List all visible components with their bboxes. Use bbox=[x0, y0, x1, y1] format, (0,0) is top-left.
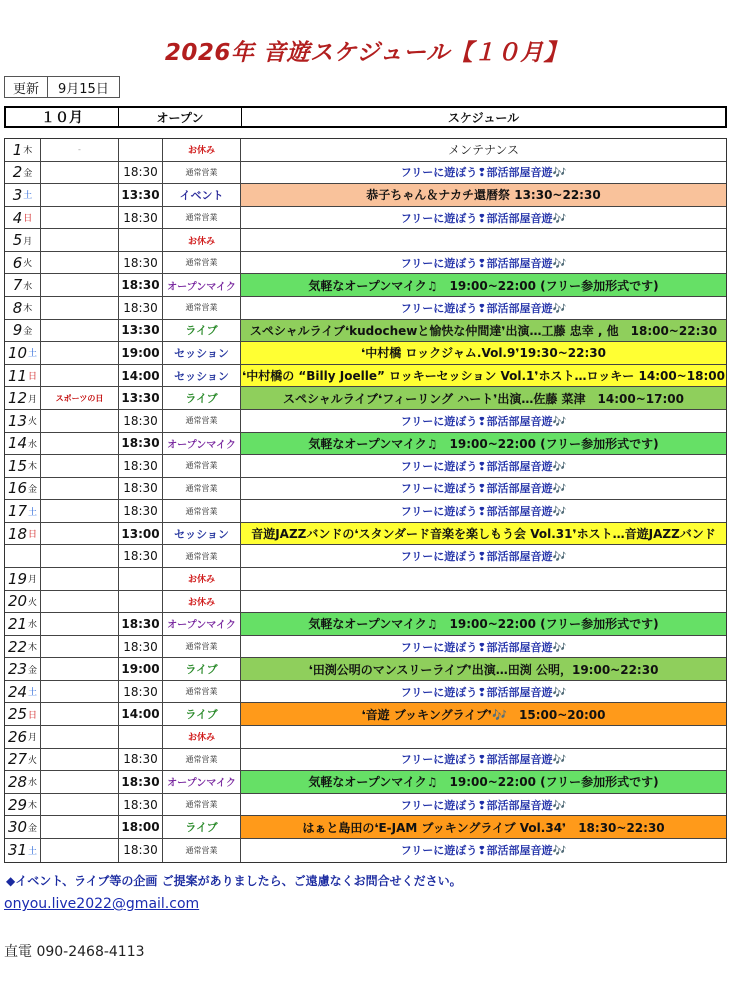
date-cell bbox=[5, 613, 41, 635]
holiday-cell bbox=[41, 591, 119, 613]
schedule-cell: フリーに遊ぼう❢部活部屋音遊🎶 bbox=[400, 301, 567, 315]
table-row bbox=[5, 297, 726, 320]
holiday-cell bbox=[41, 274, 119, 296]
day-number: 30 bbox=[7, 818, 28, 837]
schedule-cell: 気軽なオープンマイク♫ 19:00~22:00 (フリー参加形式です) bbox=[241, 613, 726, 635]
table-row bbox=[5, 365, 726, 388]
day-number: 9 bbox=[12, 321, 23, 340]
day-number: 17 bbox=[7, 502, 28, 521]
holiday-cell bbox=[41, 455, 119, 477]
day-number: 11 bbox=[7, 366, 28, 385]
weekday: 水 bbox=[28, 778, 38, 789]
open-time-cell: 18:30 bbox=[119, 478, 163, 500]
open-type-cell: 通常営業 bbox=[163, 162, 241, 184]
open-type-cell: ライブ bbox=[163, 816, 241, 838]
day-number: 13 bbox=[7, 411, 28, 430]
schedule-cell bbox=[241, 568, 726, 590]
weekday: 日 bbox=[28, 372, 38, 383]
open-time-cell: 18:30 bbox=[119, 252, 163, 274]
date-cell bbox=[5, 365, 41, 387]
holiday-cell bbox=[41, 816, 119, 838]
open-type-cell: ライブ bbox=[163, 320, 241, 342]
weekday: 金 bbox=[28, 823, 38, 834]
table-row bbox=[5, 726, 726, 749]
date-cell bbox=[5, 658, 41, 680]
schedule-cell: フリーに遊ぼう❢部活部屋音遊🎶 bbox=[400, 844, 567, 858]
table-row bbox=[5, 658, 726, 681]
holiday-cell bbox=[41, 433, 119, 455]
open-type-cell: オープンマイク bbox=[163, 433, 241, 455]
date-cell bbox=[5, 342, 41, 364]
weekday: 月 bbox=[28, 394, 38, 405]
open-type-cell: セッション bbox=[163, 365, 241, 387]
table-row bbox=[5, 478, 726, 501]
date-cell bbox=[5, 410, 41, 432]
open-type-cell: セッション bbox=[163, 523, 241, 545]
schedule-cell: フリーに遊ぼう❢部活部屋音遊🎶 bbox=[400, 482, 567, 496]
weekday: 木 bbox=[23, 146, 33, 157]
weekday: 木 bbox=[28, 643, 38, 653]
holiday-cell bbox=[41, 545, 119, 567]
schedule-cell: 気軽なオープンマイク♫ 19:00~22:00 (フリー参加形式です) bbox=[241, 274, 726, 296]
weekday: 日 bbox=[28, 710, 38, 721]
date-cell bbox=[5, 274, 41, 296]
open-type-cell: 通常営業 bbox=[163, 500, 241, 522]
date-cell bbox=[5, 636, 41, 658]
holiday-cell bbox=[41, 703, 119, 725]
weekday: 土 bbox=[28, 688, 38, 699]
day-number: 28 bbox=[7, 772, 28, 791]
open-type-cell: お休み bbox=[163, 568, 241, 590]
schedule-cell: フリーに遊ぼう❢部活部屋音遊🎶 bbox=[400, 640, 567, 654]
open-type-cell: 通常営業 bbox=[163, 749, 241, 771]
phone-number: 直電 090-2468-4113 bbox=[4, 944, 145, 960]
holiday-cell bbox=[41, 500, 119, 522]
weekday: 水 bbox=[23, 281, 33, 292]
weekday: 水 bbox=[28, 620, 38, 631]
table-row bbox=[5, 162, 726, 185]
weekday: 土 bbox=[23, 191, 33, 202]
weekday: 木 bbox=[23, 304, 33, 315]
schedule-cell: フリーに遊ぼう❢部活部屋音遊🎶 bbox=[400, 414, 567, 428]
open-type-cell: お休み bbox=[163, 139, 241, 161]
holiday-cell bbox=[41, 478, 119, 500]
table-row bbox=[5, 681, 726, 704]
schedule-cell: フリーに遊ぼう❢部活部屋音遊🎶 bbox=[400, 211, 567, 225]
holiday-cell bbox=[41, 613, 119, 635]
open-type-cell: 通常営業 bbox=[163, 207, 241, 229]
weekday: 金 bbox=[23, 326, 33, 337]
open-type-cell: ライブ bbox=[163, 703, 241, 725]
day-number: 5 bbox=[12, 231, 23, 250]
table-row bbox=[5, 207, 726, 230]
open-time-cell: 13:30 bbox=[119, 387, 163, 409]
schedule-cell: メンテナンス bbox=[447, 143, 520, 158]
date-cell bbox=[5, 523, 41, 545]
date-cell bbox=[5, 139, 41, 161]
open-time-cell: 18:30 bbox=[119, 274, 163, 296]
day-number: 16 bbox=[7, 479, 28, 498]
email-link[interactable]: onyou.live2022@gmail.com bbox=[4, 896, 200, 912]
table-row bbox=[5, 545, 726, 568]
date-cell bbox=[5, 207, 41, 229]
holiday-cell bbox=[41, 410, 119, 432]
table-row bbox=[5, 816, 726, 839]
open-time-cell: 18:30 bbox=[119, 162, 163, 184]
schedule-cell: ❛中村橋 ロックジャム.Vol.9❜19:30~22:30 bbox=[241, 342, 726, 364]
schedule-cell: フリーに遊ぼう❢部活部屋音遊🎶 bbox=[400, 256, 567, 270]
weekday: 水 bbox=[28, 439, 38, 450]
open-time-cell: 18:30 bbox=[119, 410, 163, 432]
weekday: 火 bbox=[28, 417, 38, 428]
open-type-cell: お休み bbox=[163, 591, 241, 613]
table-row bbox=[5, 839, 726, 862]
schedule-cell: 気軽なオープンマイク♫ 19:00~22:00 (フリー参加形式です) bbox=[241, 433, 726, 455]
open-time-cell: 13:00 bbox=[119, 523, 163, 545]
schedule-cell: 気軽なオープンマイク♫ 19:00~22:00 (フリー参加形式です) bbox=[241, 771, 726, 793]
table-row bbox=[5, 771, 726, 794]
day-number: 2 bbox=[12, 163, 23, 182]
date-cell bbox=[5, 749, 41, 771]
table-row bbox=[5, 342, 726, 365]
weekday: 月 bbox=[28, 575, 38, 586]
header-schedule: スケジュール bbox=[447, 110, 520, 125]
schedule-cell: フリーに遊ぼう❢部活部屋音遊🎶 bbox=[400, 505, 567, 519]
day-number: 25 bbox=[7, 705, 28, 724]
holiday-cell bbox=[41, 658, 119, 680]
weekday: 土 bbox=[28, 507, 38, 518]
table-row bbox=[5, 613, 726, 636]
schedule-cell: 恭子ちゃん＆ナカチ還暦祭 13:30~22:30 bbox=[241, 184, 726, 206]
date-cell bbox=[5, 500, 41, 522]
date-cell bbox=[5, 771, 41, 793]
table-row bbox=[5, 320, 726, 343]
schedule-cell: フリーに遊ぼう❢部活部屋音遊🎶 bbox=[400, 753, 567, 767]
holiday-cell bbox=[41, 523, 119, 545]
open-time-cell: 18:30 bbox=[119, 749, 163, 771]
table-row bbox=[5, 184, 726, 207]
schedule-cell bbox=[241, 726, 726, 748]
updated-label: 更新 bbox=[13, 81, 40, 97]
open-type-cell: お休み bbox=[163, 229, 241, 251]
day-number: 21 bbox=[7, 614, 28, 633]
open-time-cell: 18:00 bbox=[119, 816, 163, 838]
updated-date: 9月15日 bbox=[47, 77, 119, 97]
weekday: 土 bbox=[28, 349, 38, 360]
date-cell bbox=[5, 297, 41, 319]
day-number: 27 bbox=[7, 750, 28, 769]
date-cell bbox=[5, 387, 41, 409]
date-cell bbox=[5, 816, 41, 838]
weekday: 月 bbox=[28, 733, 38, 744]
open-type-cell: セッション bbox=[163, 342, 241, 364]
open-time-cell: 18:30 bbox=[119, 455, 163, 477]
updated-box bbox=[4, 76, 120, 98]
table-row bbox=[5, 387, 726, 410]
open-type-cell: ライブ bbox=[163, 658, 241, 680]
table-row bbox=[5, 703, 726, 726]
schedule-cell: 音遊JAZZバンドの❛スタンダード音楽を楽しもう会 Vol.31❜ホスト…音遊JAZZバンド bbox=[241, 523, 726, 545]
weekday: 木 bbox=[28, 462, 38, 473]
day-number: 8 bbox=[12, 298, 23, 317]
day-number: 10 bbox=[7, 343, 28, 362]
schedule-cell: フリーに遊ぼう❢部活部屋音遊🎶 bbox=[400, 459, 567, 473]
day-number: 23 bbox=[7, 660, 28, 679]
table-row bbox=[5, 433, 726, 456]
day-number: 12 bbox=[7, 389, 28, 408]
holiday-cell bbox=[41, 365, 119, 387]
weekday: 金 bbox=[28, 665, 38, 676]
weekday: 火 bbox=[28, 755, 38, 766]
open-time-cell: 18:30 bbox=[119, 613, 163, 635]
date-cell bbox=[5, 320, 41, 342]
date-cell bbox=[5, 839, 41, 862]
holiday-cell: スポーツの日 bbox=[41, 387, 119, 409]
date-cell bbox=[5, 184, 41, 206]
open-time-cell: 18:30 bbox=[119, 771, 163, 793]
open-type-cell: イベント bbox=[163, 184, 241, 206]
date-cell bbox=[5, 162, 41, 184]
date-cell bbox=[5, 568, 41, 590]
holiday-cell: - bbox=[41, 139, 119, 161]
date-cell bbox=[5, 794, 41, 816]
open-type-cell: 通常営業 bbox=[163, 545, 241, 567]
holiday-cell bbox=[41, 749, 119, 771]
open-type-cell: お休み bbox=[163, 726, 241, 748]
schedule-cell bbox=[241, 229, 726, 251]
table-row bbox=[5, 139, 726, 162]
date-cell bbox=[5, 726, 41, 748]
holiday-cell bbox=[41, 252, 119, 274]
schedule-cell: フリーに遊ぼう❢部活部屋音遊🎶 bbox=[400, 798, 567, 812]
table-row bbox=[5, 252, 726, 275]
header-open: オープン bbox=[119, 108, 242, 126]
date-cell bbox=[5, 591, 41, 613]
date-cell bbox=[5, 252, 41, 274]
weekday: 木 bbox=[28, 801, 38, 812]
holiday-cell bbox=[41, 771, 119, 793]
open-time-cell bbox=[119, 568, 163, 590]
table-row bbox=[5, 500, 726, 523]
date-cell bbox=[5, 455, 41, 477]
table-row bbox=[5, 749, 726, 772]
open-time-cell bbox=[119, 139, 163, 161]
day-number: 6 bbox=[12, 253, 23, 272]
schedule-cell: ❛中村橋の “Billy Joelle” ロッキーセッション Vol.1❜ホスト…ロッキー 14:00~18:00 bbox=[241, 365, 726, 387]
day-number: 7 bbox=[12, 276, 23, 295]
footer-note: ◆イベント、ライブ等の企画 ご提案がありましたら、ご遠慮なくお問合せください。 bbox=[6, 874, 462, 888]
weekday: 日 bbox=[28, 530, 38, 541]
weekday: 月 bbox=[23, 236, 33, 247]
schedule-cell: ❛田渕公明のマンスリーライブ❜出演…田渕 公明，19:00~22:30 bbox=[241, 658, 726, 680]
open-time-cell: 19:00 bbox=[119, 658, 163, 680]
open-time-cell bbox=[119, 229, 163, 251]
page-title: 2026年 音遊スケジュール【１０月】 bbox=[164, 40, 568, 66]
open-time-cell: 18:30 bbox=[119, 545, 163, 567]
date-cell bbox=[5, 681, 41, 703]
open-type-cell: オープンマイク bbox=[163, 771, 241, 793]
table-row bbox=[5, 568, 726, 591]
open-time-cell: 18:30 bbox=[119, 433, 163, 455]
open-type-cell: オープンマイク bbox=[163, 274, 241, 296]
schedule-cell: フリーに遊ぼう❢部活部屋音遊🎶 bbox=[400, 685, 567, 699]
open-time-cell: 18:30 bbox=[119, 297, 163, 319]
day-number: 19 bbox=[7, 569, 28, 588]
open-type-cell: オープンマイク bbox=[163, 613, 241, 635]
open-type-cell: 通常営業 bbox=[163, 478, 241, 500]
schedule-cell: フリーに遊ぼう❢部活部屋音遊🎶 bbox=[400, 550, 567, 564]
holiday-cell bbox=[41, 207, 119, 229]
table-row bbox=[5, 591, 726, 614]
day-number: 3 bbox=[12, 185, 23, 204]
schedule-table bbox=[4, 138, 727, 863]
open-time-cell: 18:30 bbox=[119, 794, 163, 816]
open-time-cell: 14:00 bbox=[119, 365, 163, 387]
date-cell bbox=[5, 545, 41, 567]
table-row bbox=[5, 636, 726, 659]
day-number: 18 bbox=[7, 524, 28, 543]
open-type-cell: 通常営業 bbox=[163, 455, 241, 477]
open-time-cell: 13:30 bbox=[119, 184, 163, 206]
day-number: 24 bbox=[7, 682, 28, 701]
open-time-cell bbox=[119, 591, 163, 613]
day-number: 22 bbox=[7, 637, 28, 656]
weekday: 金 bbox=[28, 484, 38, 495]
weekday: 火 bbox=[23, 259, 33, 270]
table-row bbox=[5, 229, 726, 252]
holiday-cell bbox=[41, 320, 119, 342]
weekday: 金 bbox=[23, 168, 33, 179]
table-row bbox=[5, 274, 726, 297]
open-type-cell: ライブ bbox=[163, 387, 241, 409]
weekday: 日 bbox=[23, 214, 33, 225]
schedule-cell: ❛音遊 ブッキングライブ❜🎶 15:00~20:00 bbox=[241, 703, 726, 725]
day-number: 4 bbox=[12, 208, 23, 227]
open-time-cell: 18:30 bbox=[119, 681, 163, 703]
day-number: 15 bbox=[7, 456, 28, 475]
holiday-cell bbox=[41, 229, 119, 251]
date-cell bbox=[5, 703, 41, 725]
day-number: 14 bbox=[7, 434, 28, 453]
open-time-cell: 18:30 bbox=[119, 636, 163, 658]
open-type-cell: 通常営業 bbox=[163, 681, 241, 703]
open-time-cell: 14:00 bbox=[119, 703, 163, 725]
open-time-cell: 18:30 bbox=[119, 207, 163, 229]
holiday-cell bbox=[41, 342, 119, 364]
open-type-cell: 通常営業 bbox=[163, 252, 241, 274]
holiday-cell bbox=[41, 681, 119, 703]
schedule-header bbox=[4, 106, 727, 128]
schedule-cell: はぁと島田の❛E-JAM ブッキングライブ Vol.34❜ 18:30~22:30 bbox=[241, 816, 726, 838]
open-type-cell: 通常営業 bbox=[163, 410, 241, 432]
day-number: 20 bbox=[7, 592, 28, 611]
date-cell bbox=[5, 433, 41, 455]
open-type-cell: 通常営業 bbox=[163, 839, 241, 862]
open-time-cell: 18:30 bbox=[119, 839, 163, 862]
holiday-cell bbox=[41, 184, 119, 206]
holiday-cell bbox=[41, 297, 119, 319]
open-time-cell: 18:30 bbox=[119, 500, 163, 522]
holiday-cell bbox=[41, 794, 119, 816]
open-type-cell: 通常営業 bbox=[163, 636, 241, 658]
schedule-cell bbox=[241, 591, 726, 613]
open-type-cell: 通常営業 bbox=[163, 794, 241, 816]
table-row bbox=[5, 455, 726, 478]
schedule-cell: フリーに遊ぼう❢部活部屋音遊🎶 bbox=[400, 166, 567, 180]
weekday: 土 bbox=[28, 846, 38, 857]
holiday-cell bbox=[41, 162, 119, 184]
date-cell bbox=[5, 229, 41, 251]
day-number: 29 bbox=[7, 795, 28, 814]
table-row bbox=[5, 410, 726, 433]
day-number: 31 bbox=[7, 841, 28, 860]
table-row bbox=[5, 523, 726, 546]
date-cell bbox=[5, 478, 41, 500]
weekday: 火 bbox=[28, 597, 38, 608]
schedule-cell: スペシャルライブ❛kudochewと愉快な仲間達❜出演…工藤 忠幸 , 他 18:00~22:30 bbox=[241, 320, 726, 342]
open-time-cell bbox=[119, 726, 163, 748]
open-time-cell: 19:00 bbox=[119, 342, 163, 364]
holiday-cell bbox=[41, 568, 119, 590]
open-type-cell: 通常営業 bbox=[163, 297, 241, 319]
holiday-cell bbox=[41, 636, 119, 658]
header-month: １０月 bbox=[6, 108, 119, 126]
day-number: 26 bbox=[7, 727, 28, 746]
holiday-cell bbox=[41, 839, 119, 862]
open-time-cell: 13:30 bbox=[119, 320, 163, 342]
schedule-cell: スペシャルライブ❛フィーリング ハート❜出演…佐藤 菜津 14:00~17:00 bbox=[241, 387, 726, 409]
day-number: 1 bbox=[12, 140, 23, 159]
holiday-cell bbox=[41, 726, 119, 748]
table-row bbox=[5, 794, 726, 817]
